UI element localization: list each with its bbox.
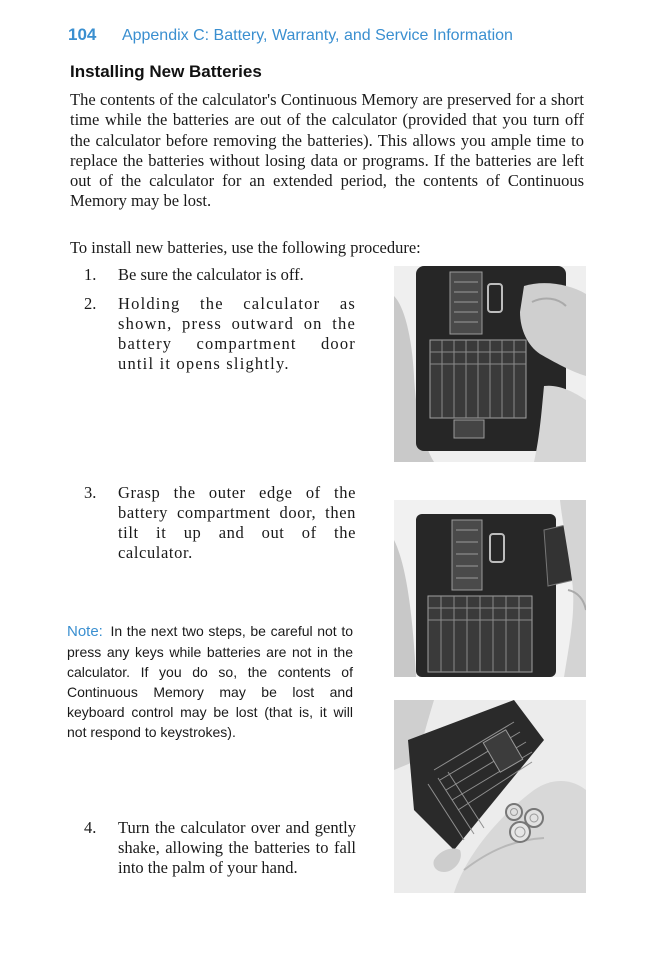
step-text: Grasp the outer edge of the battery compartment door, then tilt it up and out of the calculator.	[118, 483, 356, 562]
photo-remove-battery-door	[394, 500, 586, 677]
page-number: 104	[68, 25, 97, 44]
step-text: Holding the calculator as shown, press outward on the battery compartment door until it opens slightly.	[118, 294, 356, 373]
note-text: In the next two steps, be careful not to press any keys while batteries are not in the calculator. If you do so, the contents of Continuous Memory may be lost and keyboard control may be lost (that is, it will not respond to keystrokes).	[67, 623, 354, 740]
step-number: 4.	[84, 818, 97, 837]
intro-paragraph: The contents of the calculator's Continuous Memory are preserved for a short time while the batteries are out of the calculator (provided that you turn off the calculator before removing the batteries). This allows you ample time to replace the batteries without losing data or programs. If the batteries are left out of the calculator for an extended period, the contents of Continuous Memory may be lost.	[70, 90, 584, 211]
step-number: 2.	[84, 294, 97, 313]
note	[67, 621, 353, 742]
step-text: Be sure the calculator is off.	[118, 265, 304, 284]
running-title: Appendix C: Battery, Warranty, and Service Information	[121, 27, 513, 44]
step-number: 1.	[84, 265, 97, 284]
photo-press-battery-door	[394, 266, 586, 462]
step-number: 3.	[84, 483, 97, 502]
photo-batteries-in-palm	[394, 700, 586, 893]
section-title: Installing New Batteries	[70, 62, 262, 81]
step-text: Turn the calculator over and gently shake, allowing the batteries to fall into the palm of your hand.	[118, 818, 356, 877]
page-header	[68, 25, 513, 45]
note-label: Note:	[67, 623, 103, 640]
procedure-intro: To install new batteries, use the following procedure:	[70, 238, 421, 257]
